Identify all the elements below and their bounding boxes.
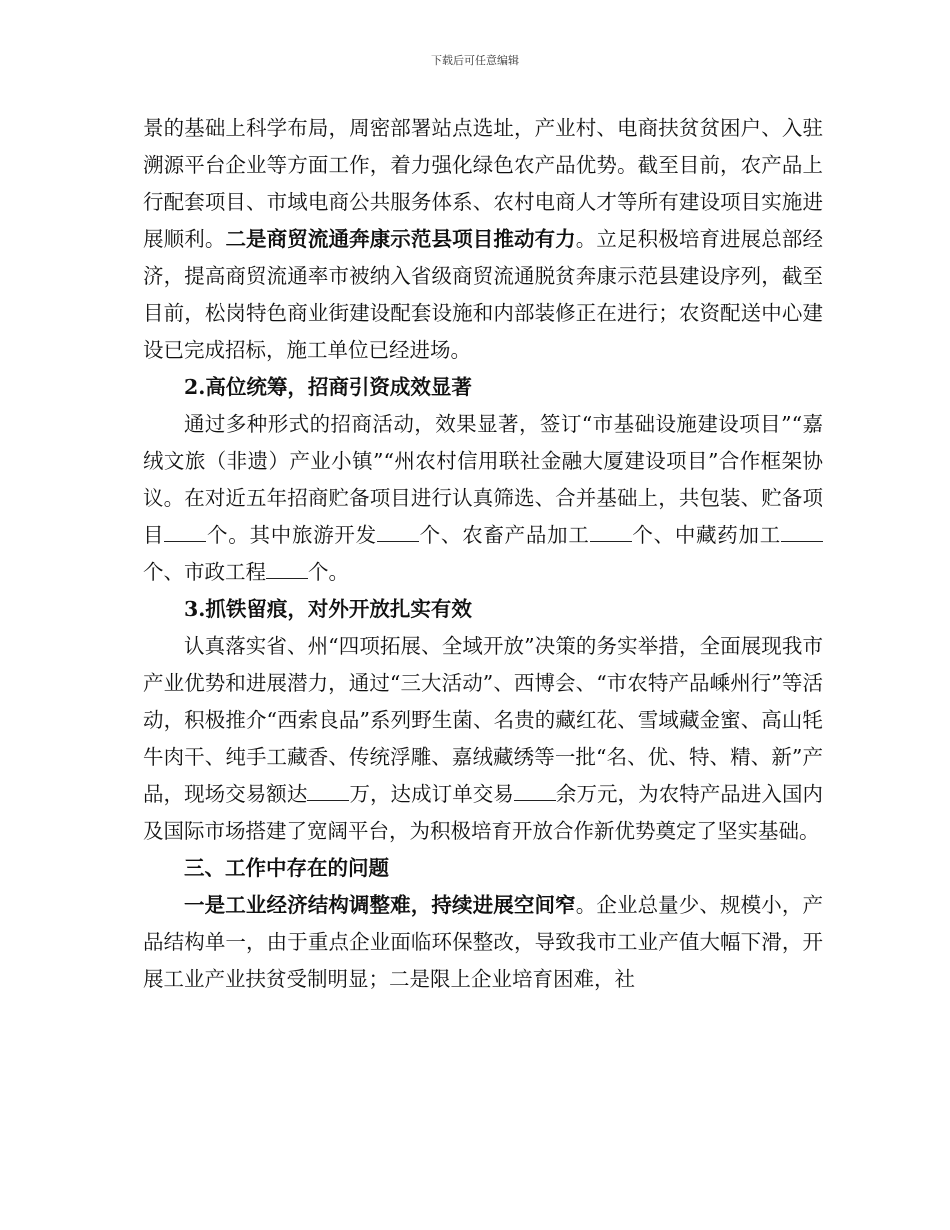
paragraph-text: 。企业总量少、规模小，产品结构单一，由于重点企业面临环保整改，导致我市工业产值大幅下滑，开展工业产业扶贫受制明显；二是限上企业培育困难，社 (143, 893, 824, 991)
section-heading-problems: 三、工作中存在的问题 (184, 856, 389, 880)
blank-field (164, 523, 206, 542)
paragraph-text: 个、农畜产品加工 (418, 523, 590, 547)
blank-field (266, 560, 308, 579)
paragraph-ecommerce (143, 110, 823, 369)
blank-field (307, 782, 349, 801)
paragraph-text: 景的基础上科学布局，周密部署站点选址，产业村、电商扶贫贫困户、入驻溯源平台企业等方面工作，着力强化绿色农产品优势。截至目前，农产品上行配套项目、市域电商公共服务体系、农村电商人才等所有建设项目实施进展顺利。 (143, 116, 823, 251)
paragraph-text: 余万元，为农特产品进入国内及国际市场搭建了宽阔平台，为积极培育开放合作新优势奠定了坚实基础。 (143, 782, 824, 843)
paragraph-text: 万，达成订单交易 (349, 782, 514, 806)
section-heading-opening: 3.抓铁留痕，对外开放扎实有效 (184, 597, 472, 621)
section-heading-investment: 2.高位统筹，招商引资成效显著 (184, 375, 472, 399)
blank-field (781, 523, 823, 542)
paragraph-text: 个。 (308, 560, 349, 584)
paragraph-text: 通过多种形式的招商活动，效果显著，签订“市基础设施建设项目”“嘉绒文旅（非遗）产业小镇”“州农村信用联社金融大厦建设项目”合作框架协议。在对近五年招商贮备项目进行认真筛选、合并基础上，共包装、贮备项目 (143, 412, 823, 547)
paragraph-text: 个。其中旅游开发 (206, 523, 377, 547)
blank-field (514, 782, 556, 801)
page-header: 下载后可任意编辑 (431, 54, 519, 67)
blank-field (377, 523, 419, 542)
bold-phrase: 一是工业经济结构调整难，持续进展空间窄 (184, 893, 576, 917)
blank-field (590, 523, 632, 542)
bold-phrase: 二是商贸流通奔康示范县项目推动有力 (225, 227, 576, 251)
paragraph-problems (143, 887, 823, 998)
paragraph-text: 认真落实省、州“四项拓展、全域开放”决策的务实举措，全面展现我市产业优势和进展潜力，通过“三大活动”、西博会、“市农特产品嵊州行”等活动，积极推介“西索良品”系列野生菌、名贵的藏红花、雪域藏金蜜、高山牦牛肉干、纯手工藏香、传统浮雕、嘉绒藏绣等一批“名、优、特、精、新”产品，现场交易额达 (143, 634, 823, 806)
document-body (143, 110, 823, 998)
paragraph-text: 个、中藏药加工 (631, 523, 782, 547)
paragraph-text: 。立足积极培育进展总部经济，提高商贸流通率市被纳入省级商贸流通脱贫奔康示范县建设序列，截至目前，松岗特色商业街建设配套设施和内部装修正在进行；农资配送中心建设已完成招标，施工单位已经进场。 (143, 227, 823, 362)
paragraph-investment (143, 406, 823, 591)
paragraph-opening (143, 628, 823, 850)
paragraph-text: 个、市政工程 (143, 560, 266, 584)
